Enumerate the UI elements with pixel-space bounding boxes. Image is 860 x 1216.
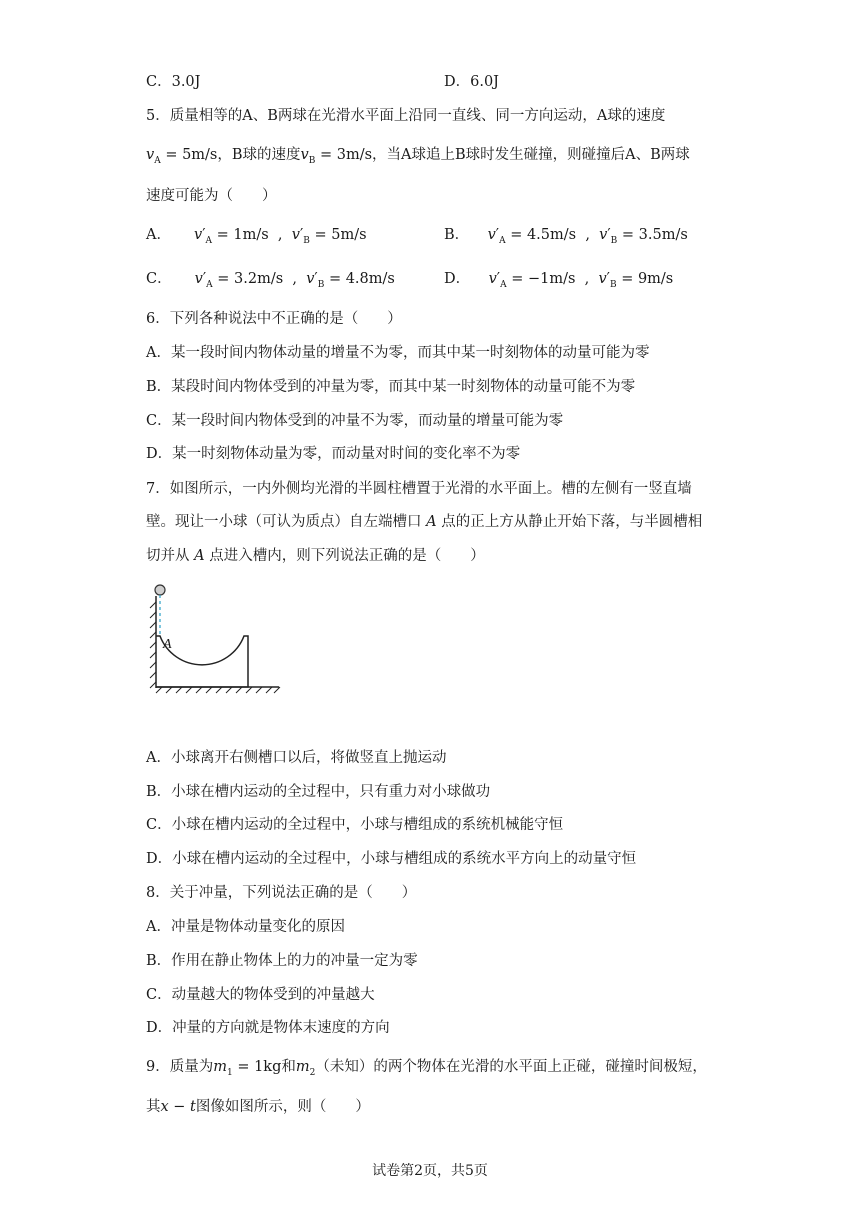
q5-stem-line2: $v_A = 5m/s$，B球的速度$v_B = 3m/s$，当A球追上B球时发生碰撞，则碰撞后A、B两球 <box>146 147 690 166</box>
q9-stem-line1: 9．质量为$m_1 = 1kg$和$m_2$（未知）的两个物体在光滑的水平面上正碰，碰撞时间极短， <box>146 1059 707 1078</box>
q6-option-a: A．某一段时间内物体动量的增量不为零，而其中某一时刻物体的动量可能为零 <box>146 345 650 361</box>
q5-stem-line3: 速度可能为（ ） <box>146 188 277 204</box>
q4-option-c: C．3.0J <box>146 74 201 90</box>
q6-option-b: B．某段时间内物体受到的冲量为零，而其中某一时刻物体的动量可能不为零 <box>146 379 636 395</box>
q5-option-c: C． $v'_A = 3.2m/s$ , $v'_B = 4.8m/s$ <box>146 271 395 290</box>
page-footer: 试卷第2页，共5页 <box>372 1163 488 1179</box>
q4-option-d: D．6.0J <box>444 74 499 90</box>
half-cylinder-trough-figure <box>146 580 286 695</box>
q7-option-a: A．小球离开右侧槽口以后，将做竖直上抛运动 <box>146 750 447 766</box>
q8-option-c: C．动量越大的物体受到的冲量越大 <box>146 987 375 1003</box>
q7-option-d: D．小球在槽内运动的全过程中，小球与槽组成的系统水平方向上的动量守恒 <box>146 851 637 867</box>
q7-option-c: C．小球在槽内运动的全过程中，小球与槽组成的系统机械能守恒 <box>146 817 564 833</box>
ball <box>155 585 165 595</box>
q8-option-d: D．冲量的方向就是物体末速度的方向 <box>146 1020 390 1036</box>
point-a-label: A <box>163 637 172 652</box>
q6-option-c: C．某一段时间内物体受到的冲量不为零，而动量的增量可能为零 <box>146 413 564 429</box>
q6-stem: 6．下列各种说法中不正确的是（ ） <box>146 311 402 327</box>
q8-stem: 8．关于冲量，下列说法正确的是（ ） <box>146 885 417 901</box>
q7-stem-line1: 7．如图所示，一内外侧均光滑的半圆柱槽置于光滑的水平面上。槽的左侧有一竖直墙 <box>146 481 692 497</box>
q7-stem-line2: 壁。现让一小球（可认为质点）自左端槽口 A 点的正上方从静止开始下落，与半圆槽相 <box>146 514 703 530</box>
q5-option-d: D． $v'_A = -1m/s$ , $v'_B = 9m/s$ <box>444 271 674 290</box>
q7-option-b: B．小球在槽内运动的全过程中，只有重力对小球做功 <box>146 784 491 800</box>
q7-stem-line3: 切并从 A 点进入槽内，则下列说法正确的是（ ） <box>146 548 485 564</box>
q5-option-a: A． $v'_A = 1m/s$ , $v'_B = 5m/s$ <box>146 227 367 246</box>
q9-stem-line2: 其x − t图像如图所示，则（ ） <box>146 1099 370 1115</box>
q8-option-a: A．冲量是物体动量变化的原因 <box>146 919 345 935</box>
q5-stem-line1: 5．质量相等的A、B两球在光滑水平面上沿同一直线、同一方向运动，A球的速度 <box>146 108 666 124</box>
q8-option-b: B．作用在静止物体上的力的冲量一定为零 <box>146 953 418 969</box>
q6-option-d: D．某一时刻物体动量为零，而动量对时间的变化率不为零 <box>146 446 521 462</box>
q5-option-b: B． $v'_A = 4.5m/s$ , $v'_B = 3.5m/s$ <box>444 227 688 246</box>
